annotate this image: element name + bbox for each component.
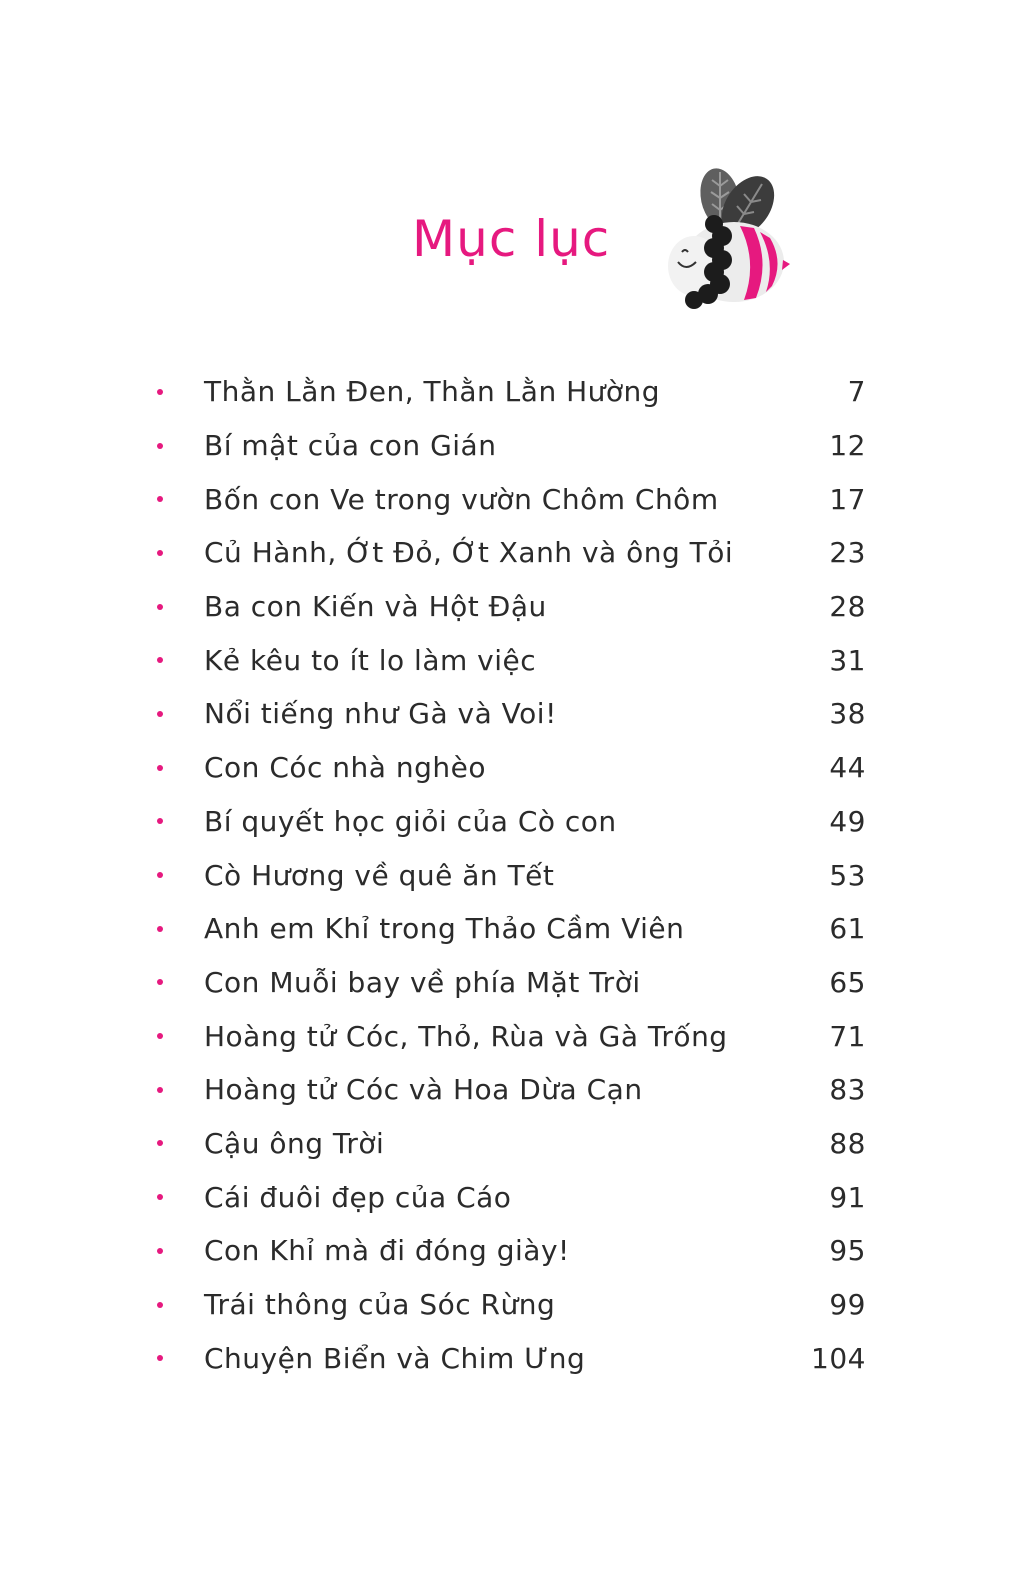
toc-item-title: Hoàng tử Cóc và Hoa Dừa Cạn — [204, 1073, 643, 1107]
toc-item[interactable] — [150, 472, 880, 526]
toc-item-page: 17 — [829, 482, 866, 516]
bullet-icon — [157, 1140, 163, 1146]
toc-item[interactable] — [150, 848, 880, 902]
toc-item-page: 71 — [829, 1019, 866, 1053]
bullet-icon — [157, 872, 163, 878]
toc-item-title: Cậu ông Trời — [204, 1126, 385, 1160]
toc-item[interactable] — [150, 1224, 880, 1278]
toc-item-title: Anh em Khỉ trong Thảo Cầm Viên — [204, 912, 685, 946]
toc-item-page: 88 — [829, 1126, 866, 1160]
bullet-icon — [157, 1033, 163, 1039]
toc-item-page: 44 — [829, 751, 866, 785]
toc-item-page: 99 — [829, 1288, 866, 1322]
bullet-icon — [157, 550, 163, 556]
toc-item-title: Bốn con Ve trong vườn Chôm Chôm — [204, 482, 719, 516]
toc-item-page: 104 — [811, 1341, 866, 1375]
toc-item-title: Thằn Lằn Đen, Thằn Lằn Hường — [204, 375, 661, 409]
toc-item[interactable] — [150, 526, 880, 580]
toc-item[interactable] — [150, 1331, 880, 1385]
bullet-icon — [157, 604, 163, 610]
toc-item-page: 23 — [829, 536, 866, 570]
toc-item[interactable] — [150, 956, 880, 1010]
toc-item-title: Bí mật của con Gián — [204, 429, 497, 463]
bullet-icon — [157, 1302, 163, 1308]
page-title: Mục lục — [412, 210, 611, 268]
toc-item[interactable] — [150, 1117, 880, 1171]
toc-item[interactable] — [150, 741, 880, 795]
toc-item-page: 12 — [829, 429, 866, 463]
bullet-icon — [157, 1194, 163, 1200]
toc-item-page: 38 — [829, 697, 866, 731]
bullet-icon — [157, 496, 163, 502]
toc-item[interactable] — [150, 902, 880, 956]
toc-item-page: 95 — [829, 1234, 866, 1268]
toc-item-title: Nổi tiếng như Gà và Voi! — [204, 697, 557, 731]
toc-item-title: Kẻ kêu to ít lo làm việc — [204, 643, 537, 677]
toc-item-title: Con Muỗi bay về phía Mặt Trời — [204, 965, 641, 999]
toc-item-title: Trái thông của Sóc Rừng — [204, 1288, 556, 1322]
toc-item-page: 53 — [829, 858, 866, 892]
toc-item-title: Củ Hành, Ớt Đỏ, Ớt Xanh và ông Tỏi — [204, 536, 734, 570]
bullet-icon — [157, 657, 163, 663]
bullet-icon — [157, 711, 163, 717]
toc-item-title: Cò Hương về quê ăn Tết — [204, 858, 555, 892]
toc-item-title: Con Khỉ mà đi đóng giày! — [204, 1234, 570, 1268]
toc-item[interactable] — [150, 633, 880, 687]
toc-item-page: 65 — [829, 965, 866, 999]
toc-item-title: Cái đuôi đẹp của Cáo — [204, 1180, 512, 1214]
bullet-icon — [157, 389, 163, 395]
toc-item-title: Hoàng tử Cóc, Thỏ, Rùa và Gà Trống — [204, 1019, 728, 1053]
bullet-icon — [157, 1087, 163, 1093]
toc-item[interactable] — [150, 365, 880, 419]
toc-item[interactable] — [150, 1063, 880, 1117]
bullet-icon — [157, 443, 163, 449]
bullet-icon — [157, 818, 163, 824]
toc-item-title: Ba con Kiến và Hột Đậu — [204, 590, 547, 624]
toc-item-page: 49 — [829, 804, 866, 838]
table-of-contents — [150, 365, 880, 1385]
bullet-icon — [157, 1355, 163, 1361]
toc-item-page: 61 — [829, 912, 866, 946]
toc-item-page: 31 — [829, 643, 866, 677]
bullet-icon — [157, 979, 163, 985]
bullet-icon — [157, 926, 163, 932]
toc-item[interactable] — [150, 1170, 880, 1224]
toc-item[interactable] — [150, 1009, 880, 1063]
toc-item[interactable] — [150, 419, 880, 473]
toc-item-page: 91 — [829, 1180, 866, 1214]
bullet-icon — [157, 1248, 163, 1254]
toc-item[interactable] — [150, 1278, 880, 1332]
toc-item-title: Con Cóc nhà nghèo — [204, 751, 486, 785]
toc-item[interactable] — [150, 580, 880, 634]
toc-item[interactable] — [150, 687, 880, 741]
toc-item-page: 7 — [847, 375, 866, 409]
toc-item-title: Chuyện Biển và Chim Ưng — [204, 1341, 586, 1375]
bullet-icon — [157, 765, 163, 771]
toc-item[interactable] — [150, 795, 880, 849]
toc-item-page: 83 — [829, 1073, 866, 1107]
toc-item-page: 28 — [829, 590, 866, 624]
bee-icon — [664, 162, 790, 312]
toc-item-title: Bí quyết học giỏi của Cò con — [204, 804, 617, 838]
